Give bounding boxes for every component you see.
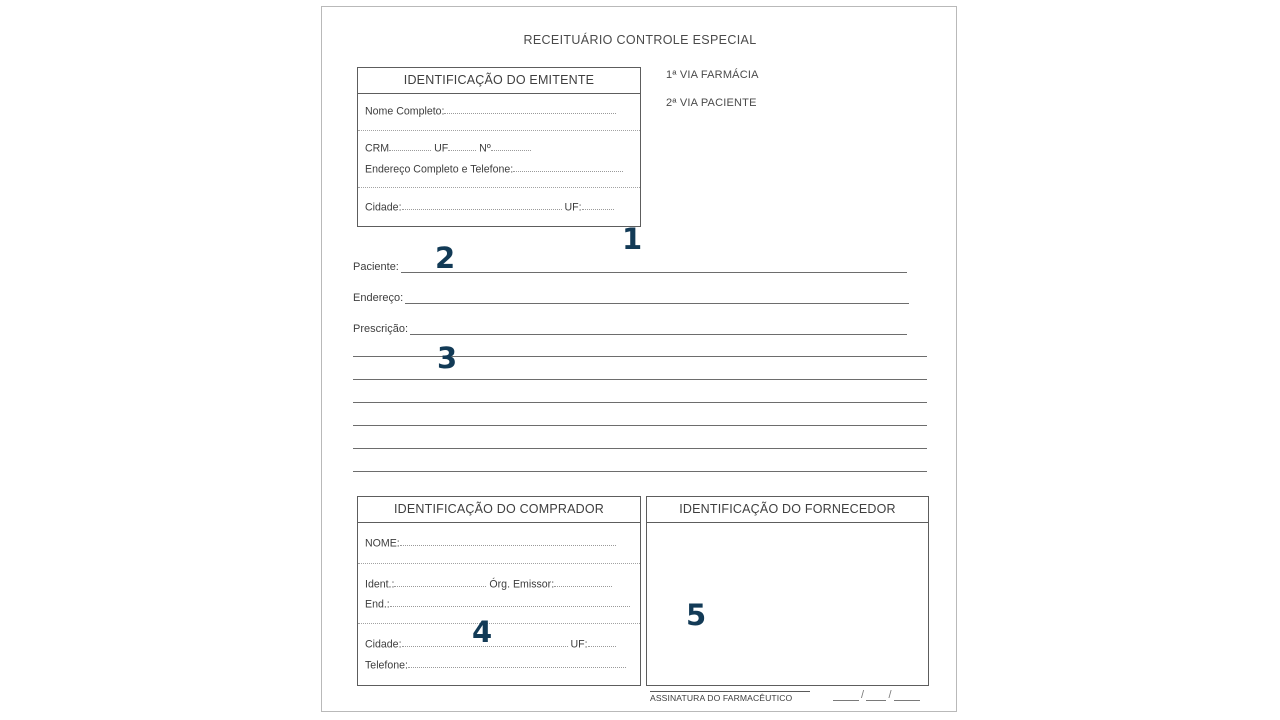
buyer-divider-1 [358, 563, 640, 564]
supplier-box-body[interactable] [647, 523, 928, 703]
emitter-divider-2 [358, 187, 640, 188]
emitter-label-numero: Nº [479, 142, 491, 155]
date-separator-2: / [888, 688, 892, 701]
buyer-input-ident[interactable] [394, 579, 486, 588]
date-month-input[interactable] [866, 690, 886, 701]
prescription-blank-line[interactable] [353, 379, 927, 380]
supplier-box-header: IDENTIFICAÇÃO DO FORNECEDOR [647, 497, 928, 523]
patient-label: Paciente: [353, 261, 399, 273]
buyer-input-orgao-emissor[interactable] [554, 579, 612, 588]
via-note-paciente: 2ª VIA PACIENTE [666, 97, 757, 109]
emitter-label-cidade-uf: UF: [564, 201, 582, 214]
buyer-divider-2 [358, 623, 640, 624]
buyer-box-header: IDENTIFICAÇÃO DO COMPRADOR [358, 497, 640, 523]
address-input[interactable] [405, 292, 909, 304]
emitter-input-crm[interactable] [389, 143, 431, 152]
emitter-divider-1 [358, 130, 640, 131]
prescription-blank-line[interactable] [353, 471, 927, 472]
buyer-box-body [358, 523, 640, 686]
buyer-input-telefone[interactable] [408, 660, 626, 669]
step-marker-4: 4 [472, 614, 493, 649]
supplier-date-field[interactable] [833, 689, 920, 701]
emitter-field-cidade[interactable] [365, 202, 635, 213]
emitter-box-body [358, 94, 643, 256]
patient-input[interactable] [401, 261, 907, 273]
emitter-identification-box [357, 67, 643, 256]
prescription-blank-line[interactable] [353, 402, 927, 403]
emitter-label-cidade: Cidade: [365, 201, 402, 214]
emitter-field-endereco-telefone[interactable] [365, 164, 635, 175]
emitter-input-nome-completo[interactable] [444, 106, 616, 115]
emitter-input-cidade-uf[interactable] [582, 202, 614, 211]
prescription-input[interactable] [410, 323, 907, 335]
emitter-input-endereco-telefone[interactable] [513, 164, 623, 173]
buyer-input-uf[interactable] [588, 639, 616, 648]
prescription-blank-line[interactable] [353, 425, 927, 426]
address-field-row[interactable] [353, 292, 927, 308]
buyer-label-cidade: Cidade: [365, 638, 402, 651]
buyer-input-end[interactable] [390, 599, 630, 608]
buyer-field-cidade[interactable] [365, 639, 635, 650]
emitter-field-nome-completo[interactable] [365, 106, 635, 117]
step-marker-5: 5 [686, 597, 707, 632]
emitter-label-nome-completo: Nome Completo: [365, 105, 445, 118]
step-marker-2: 2 [435, 241, 456, 275]
buyer-field-ident[interactable] [365, 579, 635, 590]
buyer-field-telefone[interactable] [365, 660, 635, 671]
prescription-sheet [321, 6, 957, 712]
step-marker-3: 3 [437, 341, 458, 375]
emitter-box-header: IDENTIFICAÇÃO DO EMITENTE [358, 68, 640, 94]
buyer-field-end[interactable] [365, 599, 635, 610]
prescription-label: Prescrição: [353, 323, 409, 335]
date-day-input[interactable] [833, 690, 859, 701]
buyer-label-orgao-emissor: Órg. Emissor: [489, 578, 555, 591]
buyer-identification-box [357, 496, 641, 686]
step-marker-1: 1 [622, 221, 643, 256]
emitter-field-crm[interactable] [365, 143, 635, 154]
via-note-farmacia: 1ª VIA FARMÁCIA [666, 69, 759, 81]
emitter-label-endereco-telefone: Endereço Completo e Telefone: [365, 163, 514, 176]
emitter-input-cidade[interactable] [402, 202, 562, 211]
pharmacist-signature-caption: ASSINATURA DO FARMACÊUTICO [650, 692, 793, 703]
date-separator-1: / [861, 688, 865, 701]
prescription-blank-line[interactable] [353, 448, 927, 449]
buyer-input-nome[interactable] [400, 538, 616, 547]
supplier-identification-box [646, 496, 929, 703]
buyer-label-ident: Ident.: [365, 578, 395, 591]
pharmacist-signature-rule[interactable] [650, 691, 810, 692]
emitter-input-numero[interactable] [491, 143, 531, 152]
address-label: Endereço: [353, 292, 404, 304]
buyer-label-telefone: Telefone: [365, 659, 408, 672]
emitter-label-crm: CRM [365, 142, 390, 155]
date-year-input[interactable] [894, 690, 920, 701]
buyer-field-nome[interactable] [365, 538, 635, 549]
page-title: RECEITUÁRIO CONTROLE ESPECIAL [523, 33, 757, 47]
buyer-label-end: End.: [365, 598, 390, 611]
buyer-label-nome: NOME: [365, 537, 400, 550]
emitter-label-uf: UF [434, 142, 449, 155]
prescription-field-row[interactable] [353, 323, 927, 339]
buyer-label-uf: UF: [570, 638, 588, 651]
emitter-input-uf[interactable] [448, 143, 476, 152]
